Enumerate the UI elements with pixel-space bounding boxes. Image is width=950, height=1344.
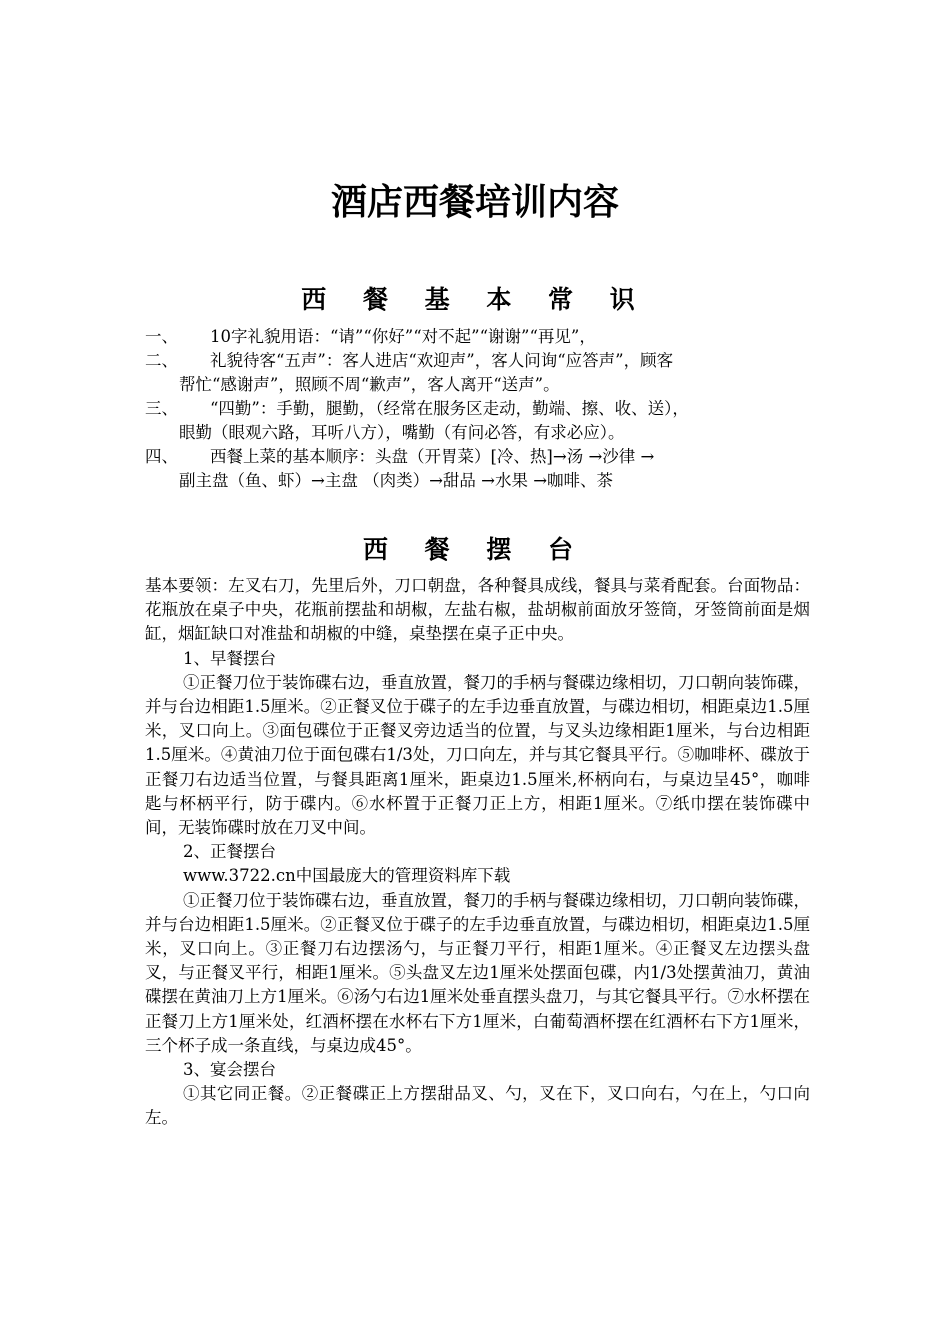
- banquet-paragraph: ①其它同正餐。②正餐碟正上方摆甜品叉、勺，叉在下，叉口向右，勺在上，勺口向左。: [145, 1084, 810, 1128]
- list-text-continued: 帮忙“感谢声”，照顾不周“歉声”，客人离开“送声”。: [179, 375, 560, 394]
- list-number: 三、: [145, 399, 178, 418]
- source-note: www.3722.cn中国最庞大的管理资料库下载: [183, 866, 511, 886]
- list-item: [145, 325, 810, 349]
- breakfast-subheading: 1、早餐摆台: [183, 648, 276, 668]
- dinner-paragraph: ①正餐刀位于装饰碟右边，垂直放置，餐刀的手柄与餐碟边缘相切，刀口朝向装饰碟，并与台边相距1.5厘米。②正餐叉位于碟子的左手边垂直放置，与碟边相切，相距桌边1.5厘米，叉口向上。③正餐刀右边摆汤勺，与正餐刀平行，相距1厘米。④正餐叉左边摆头盘叉，与正餐叉平行，相距1厘米。⑤头盘叉左边1厘米处摆面包碟，内1/3处摆黄油刀，黄油碟摆在黄油刀上方1厘米。⑥汤勺右边1厘米处垂直摆头盘刀，与其它餐具平行。⑦水杯摆在正餐刀上方1厘米处，红酒杯摆在水杯右下方1厘米，白葡萄酒杯摆在红酒杯右下方1厘米，三个杯子成一条直线，与桌边成45°。: [145, 890, 810, 1055]
- list-item: [145, 349, 810, 397]
- list-text-continued: 眼勤（眼观六路，耳听八方），嘴勤（有问必答，有求必应）。: [179, 423, 625, 442]
- section-heading-basics: 西 餐 基 本 常 识: [301, 285, 649, 314]
- list-text: 礼貌待客“五声”：客人进店“欢迎声”，客人问询“应答声”，顾客: [210, 351, 674, 370]
- list-text: 10字礼貌用语：“请”“你好”“对不起”“谢谢”“再见”，: [210, 327, 596, 346]
- list-item: [145, 397, 810, 445]
- page-title: 酒店西餐培训内容: [330, 182, 619, 223]
- intro-paragraph: 基本要领：左叉右刀，先里后外，刀口朝盘，各种餐具成线，餐具与菜肴配套。台面物品：花瓶放在桌子中央，花瓶前摆盐和胡椒，左盐右椒，盐胡椒前面放牙签筒，牙签筒前面是烟缸，烟缸缺口对准盐和胡椒的中缝，桌垫摆在桌子正中央。: [145, 576, 810, 644]
- breakfast-paragraph: ①正餐刀位于装饰碟右边，垂直放置，餐刀的手柄与餐碟边缘相切，刀口朝向装饰碟，并与台边相距1.5厘米。②正餐叉位于碟子的左手边垂直放置，与碟边相切，相距桌边1.5厘米，叉口向上。③面包碟位于正餐叉旁边适当的位置，与叉头边缘相距1厘米，与台边相距1.5厘米。④黄油刀位于面包碟右1/3处，刀口向左，并与其它餐具平行。⑤咖啡杯、碟放于正餐刀右边适当位置，与餐具距离1厘米，距桌边1.5厘米,杯柄向右，与桌边呈45°，咖啡匙与杯柄平行，防于碟内。⑥水杯置于正餐刀正上方，相距1厘米。⑦纸巾摆在装饰碟中间，无装饰碟时放在刀叉中间。: [145, 672, 810, 838]
- list-number: 二、: [145, 351, 178, 370]
- section-heading-table-setting: 西 餐 摆 台: [362, 535, 588, 564]
- banquet-subheading: 3、宴会摆台: [183, 1060, 276, 1080]
- list-text-continued: 副主盘（鱼、虾）→主盘 （肉类）→甜品 →水果 →咖啡、茶: [179, 471, 614, 490]
- table-setting-body: [145, 574, 810, 1131]
- basics-list: [145, 325, 810, 493]
- list-number: 一、: [145, 327, 178, 346]
- list-number: 四、: [145, 447, 178, 466]
- list-text: “四勤”：手勤，腿勤，（经常在服务区走动，勤端、擦、收、送），: [210, 399, 689, 418]
- list-item: [145, 445, 810, 493]
- dinner-subheading: 2、正餐摆台: [183, 842, 276, 862]
- list-text: 西餐上菜的基本顺序：头盘（开胃菜）[冷、热]→汤 →沙律 →: [210, 447, 655, 466]
